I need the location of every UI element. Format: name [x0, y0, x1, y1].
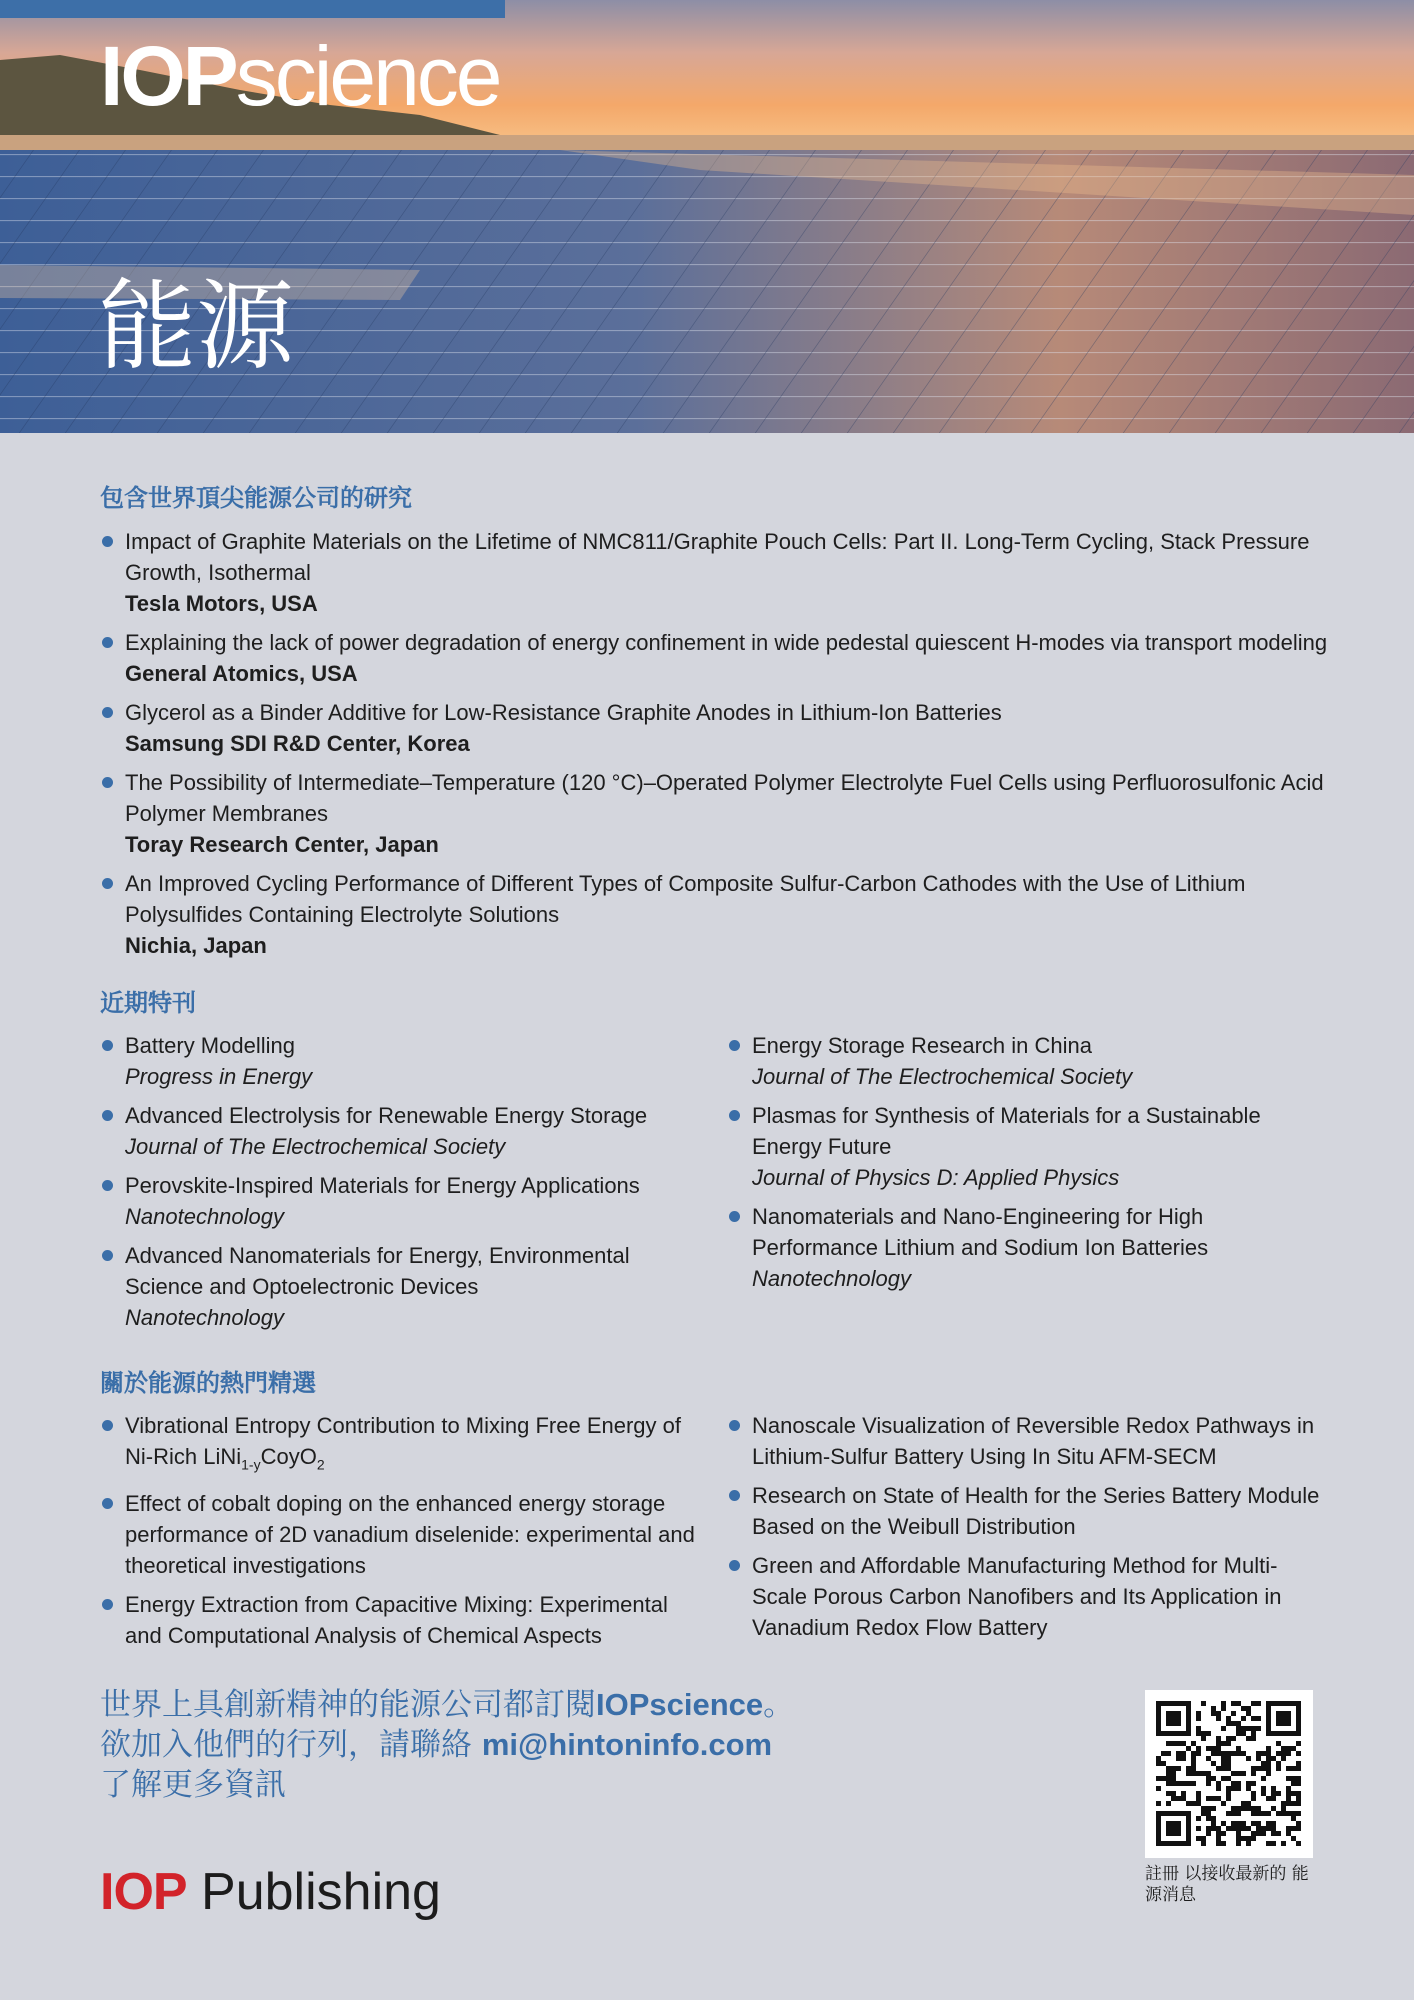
cta-line-1	[100, 1685, 794, 1725]
cta-text: 了解更多資訊	[100, 1767, 286, 1803]
issue-title: Nanomaterials and Nano-Engineering for High Performance Lithium and Sodium Ion Batteries	[752, 1204, 1209, 1260]
list-item[interactable]	[100, 627, 1340, 689]
cta-text: 欲加入他們的行列，請聯絡	[100, 1727, 482, 1763]
iopscience-logo[interactable]	[100, 29, 500, 123]
article-title: Glycerol as a Binder Additive for Low-Resistance Graphite Anodes in Lithium-Ion Batteries	[125, 700, 1002, 725]
cta-text: 世界上具創新精神的能源公司都訂閱	[100, 1687, 596, 1723]
iop-publishing-logo[interactable]	[100, 1863, 441, 1921]
special-issues-right	[727, 1030, 1327, 1302]
cta-brand: IOPscience	[596, 1687, 764, 1722]
qr-caption: 註冊 以接收最新的 能源消息	[1145, 1864, 1309, 1905]
list-item[interactable]	[100, 1589, 700, 1651]
article-title: Green and Affordable Manufacturing Method for Multi-Scale Porous Carbon Nanofibers and Its Application in Vanadium Redox Flow Battery	[752, 1553, 1282, 1640]
list-item[interactable]	[727, 1030, 1327, 1092]
list-item[interactable]	[100, 868, 1340, 961]
issue-journal: Nanotechnology	[752, 1266, 912, 1291]
issue-journal: Journal of The Electrochemical Society	[752, 1064, 1133, 1089]
list-item[interactable]	[727, 1100, 1327, 1193]
formula-subscript: 1-y	[241, 1456, 261, 1473]
special-issues-left	[100, 1030, 690, 1341]
logo-light: science	[235, 29, 500, 123]
list-item[interactable]	[100, 1240, 690, 1333]
cta-punct: 。	[763, 1687, 795, 1723]
logo-bold: IOP	[100, 29, 236, 123]
issue-journal: Journal of The Electrochemical Society	[125, 1134, 506, 1159]
issue-journal: Journal of Physics D: Applied Physics	[752, 1165, 1120, 1190]
issue-title: Advanced Nanomaterials for Energy, Environmental Science and Optoelectronic Devices	[125, 1243, 630, 1299]
list-item[interactable]	[100, 1488, 700, 1581]
list-item[interactable]	[727, 1410, 1327, 1472]
article-org: Samsung SDI R&D Center, Korea	[125, 731, 470, 756]
article-title: Impact of Graphite Materials on the Lifetime of NMC811/Graphite Pouch Cells: Part II. Long-Term Cycling, Stack Pressure Growth, Isothermal	[125, 529, 1310, 585]
cta-line-2	[100, 1725, 794, 1765]
section-heading-research: 包含世界頂尖能源公司的研究	[100, 484, 412, 512]
contact-email-link[interactable]: mi@hintoninfo.com	[481, 1727, 773, 1762]
list-item[interactable]	[100, 697, 1340, 759]
qr-code[interactable]	[1145, 1690, 1313, 1858]
formula-subscript: 2	[316, 1456, 325, 1473]
list-item[interactable]	[100, 1030, 690, 1092]
issue-title: Plasmas for Synthesis of Materials for a Sustainable Energy Future	[752, 1103, 1261, 1159]
list-item[interactable]	[100, 767, 1340, 860]
article-org: Nichia, Japan	[125, 933, 267, 958]
hero-banner	[0, 0, 1414, 433]
issue-title: Energy Storage Research in China	[752, 1033, 1092, 1058]
popular-right	[727, 1410, 1327, 1651]
top-accent-bar	[0, 0, 505, 18]
popular-left	[100, 1410, 700, 1659]
article-org: General Atomics, USA	[125, 661, 358, 686]
list-item[interactable]	[727, 1550, 1327, 1643]
formula-part: CoyO	[260, 1444, 317, 1469]
qr-code-icon	[1145, 1690, 1313, 1858]
article-title-prefix: Vibrational Entropy Contribution to Mixing Free Energy of Ni-Rich LiNi	[125, 1413, 681, 1469]
article-title: Explaining the lack of power degradation of energy confinement in wide pedestal quiescent H-modes via transport modeling	[125, 630, 1328, 655]
list-item[interactable]	[727, 1201, 1327, 1294]
section-heading-popular: 關於能源的熱門精選	[100, 1369, 316, 1397]
issue-journal: Nanotechnology	[125, 1305, 285, 1330]
issue-title: Advanced Electrolysis for Renewable Energy Storage	[125, 1103, 648, 1128]
list-item[interactable]	[100, 1170, 690, 1232]
publisher-bold: IOP	[100, 1863, 187, 1921]
issue-title: Perovskite-Inspired Materials for Energy Applications	[125, 1173, 640, 1198]
list-item[interactable]	[100, 526, 1340, 619]
article-title: An Improved Cycling Performance of Different Types of Composite Sulfur-Carbon Cathodes with the Use of Lithium Polysulfides Containing Electrolyte Solutions	[125, 871, 1246, 927]
article-org: Tesla Motors, USA	[125, 591, 318, 616]
publisher-light: Publishing	[186, 1863, 441, 1921]
section-heading-special-issues: 近期特刊	[100, 989, 196, 1017]
article-title: Research on State of Health for the Series Battery Module Based on the Weibull Distribution	[752, 1483, 1320, 1539]
list-item[interactable]	[100, 1100, 690, 1162]
page-title: 能源	[98, 270, 295, 384]
article-title: Nanoscale Visualization of Reversible Redox Pathways in Lithium-Sulfur Battery Using In Situ AFM-SECM	[752, 1413, 1315, 1469]
research-list	[100, 526, 1340, 969]
article-title: The Possibility of Intermediate–Temperature (120 °C)–Operated Polymer Electrolyte Fuel Cells using Perfluorosulfonic Acid Polymer Membranes	[125, 770, 1324, 826]
issue-journal: Progress in Energy	[125, 1064, 313, 1089]
list-item[interactable]	[727, 1480, 1327, 1542]
article-title: Effect of cobalt doping on the enhanced energy storage performance of 2D vanadium diselenide: experimental and theoretical investigations	[125, 1491, 695, 1579]
cta-line-3	[100, 1765, 794, 1805]
issue-title: Battery Modelling	[125, 1033, 295, 1058]
call-to-action	[100, 1685, 794, 1805]
article-title: Energy Extraction from Capacitive Mixing: Experimental and Computational Analysis of Chemical Aspects	[125, 1592, 668, 1649]
article-org: Toray Research Center, Japan	[125, 832, 439, 857]
list-item[interactable]	[100, 1410, 700, 1480]
issue-journal: Nanotechnology	[125, 1204, 285, 1229]
